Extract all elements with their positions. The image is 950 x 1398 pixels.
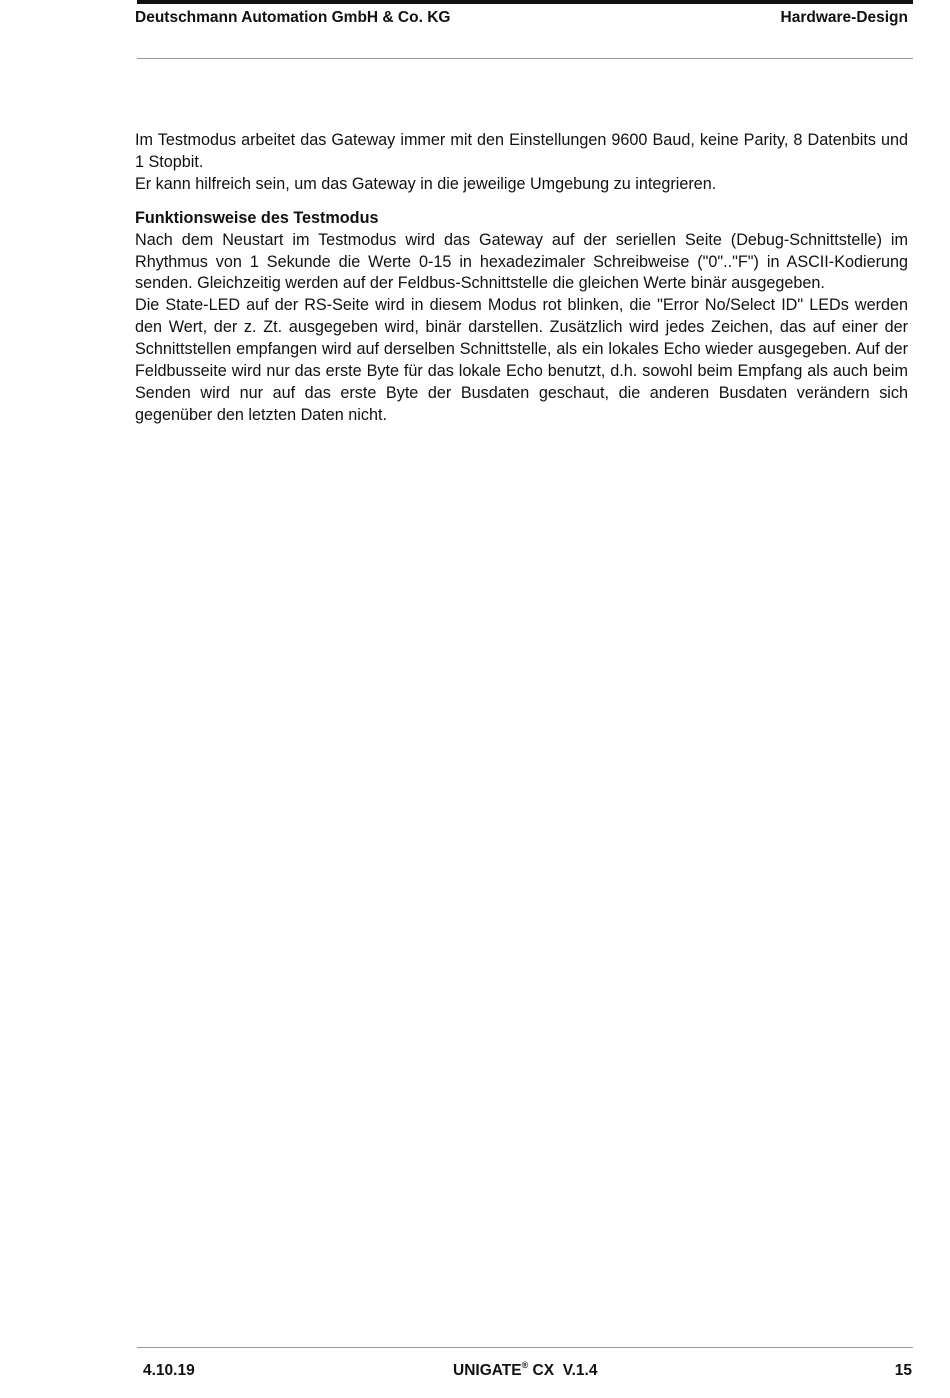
intro-paragraph-1: Im Testmodus arbeitet das Gateway immer mit den Einstellungen 9600 Baud, keine Parity, 8 Datenbits und 1 Stopbit. (135, 131, 908, 171)
function-paragraph-2: Die State-LED auf der RS-Seite wird in diesem Modus rot blinken, die "Error No/Select ID" LEDs werden den Wert, der z. Zt. ausgegeben wird, binär darstellen. Zusätzlich wird jedes Zeichen, das auf einer der Schnittstellen empfangen wird auf derselben Schnittstelle, als ein lokales Echo wieder ausgegeben. Auf der Feldbusseite wird nur das erste Byte für das lokale Echo benutzt, d.h. sowohl beim Empfang als auch beim Senden wird nur auf das erste Byte der Busdaten geschaut, die anderen Busdaten verändern sich gegenüber den letzten Daten nicht. (135, 296, 908, 424)
footer-product (453, 1360, 597, 1382)
footer-page-number: 15 (894, 1362, 912, 1379)
page-footer (143, 1360, 912, 1382)
registered-mark: ® (521, 1360, 529, 1370)
footer-product-version: CX V.1.4 (528, 1362, 598, 1379)
footer-product-name: UNIGATE (453, 1362, 522, 1379)
header-chapter: Hardware-Design (780, 9, 908, 26)
page-header (135, 8, 908, 28)
page-content (135, 130, 908, 427)
function-paragraph-1: Nach dem Neustart im Testmodus wird das Gateway auf der seriellen Seite (Debug-Schnittstelle) im Rhythmus von 1 Sekunde die Werte 0-15 in hexadezimaler Schreibweise ("0".."F") in ASCII-Kodierung senden. Gleichzeitig werden auf der Feldbus-Schnittstelle die gleichen Werte binär ausgegeben. (135, 230, 908, 293)
footer-date: 4.10.19 (143, 1362, 195, 1379)
header-company: Deutschmann Automation GmbH & Co. KG (135, 9, 451, 26)
header-divider (137, 58, 913, 59)
section-heading: Funktionsweise des Testmodus (135, 208, 379, 227)
intro-paragraph-2: Er kann hilfreich sein, um das Gateway in die jeweilige Umgebung zu integrieren. (135, 174, 717, 193)
footer-divider (137, 1347, 913, 1348)
header-top-rule (137, 0, 913, 4)
